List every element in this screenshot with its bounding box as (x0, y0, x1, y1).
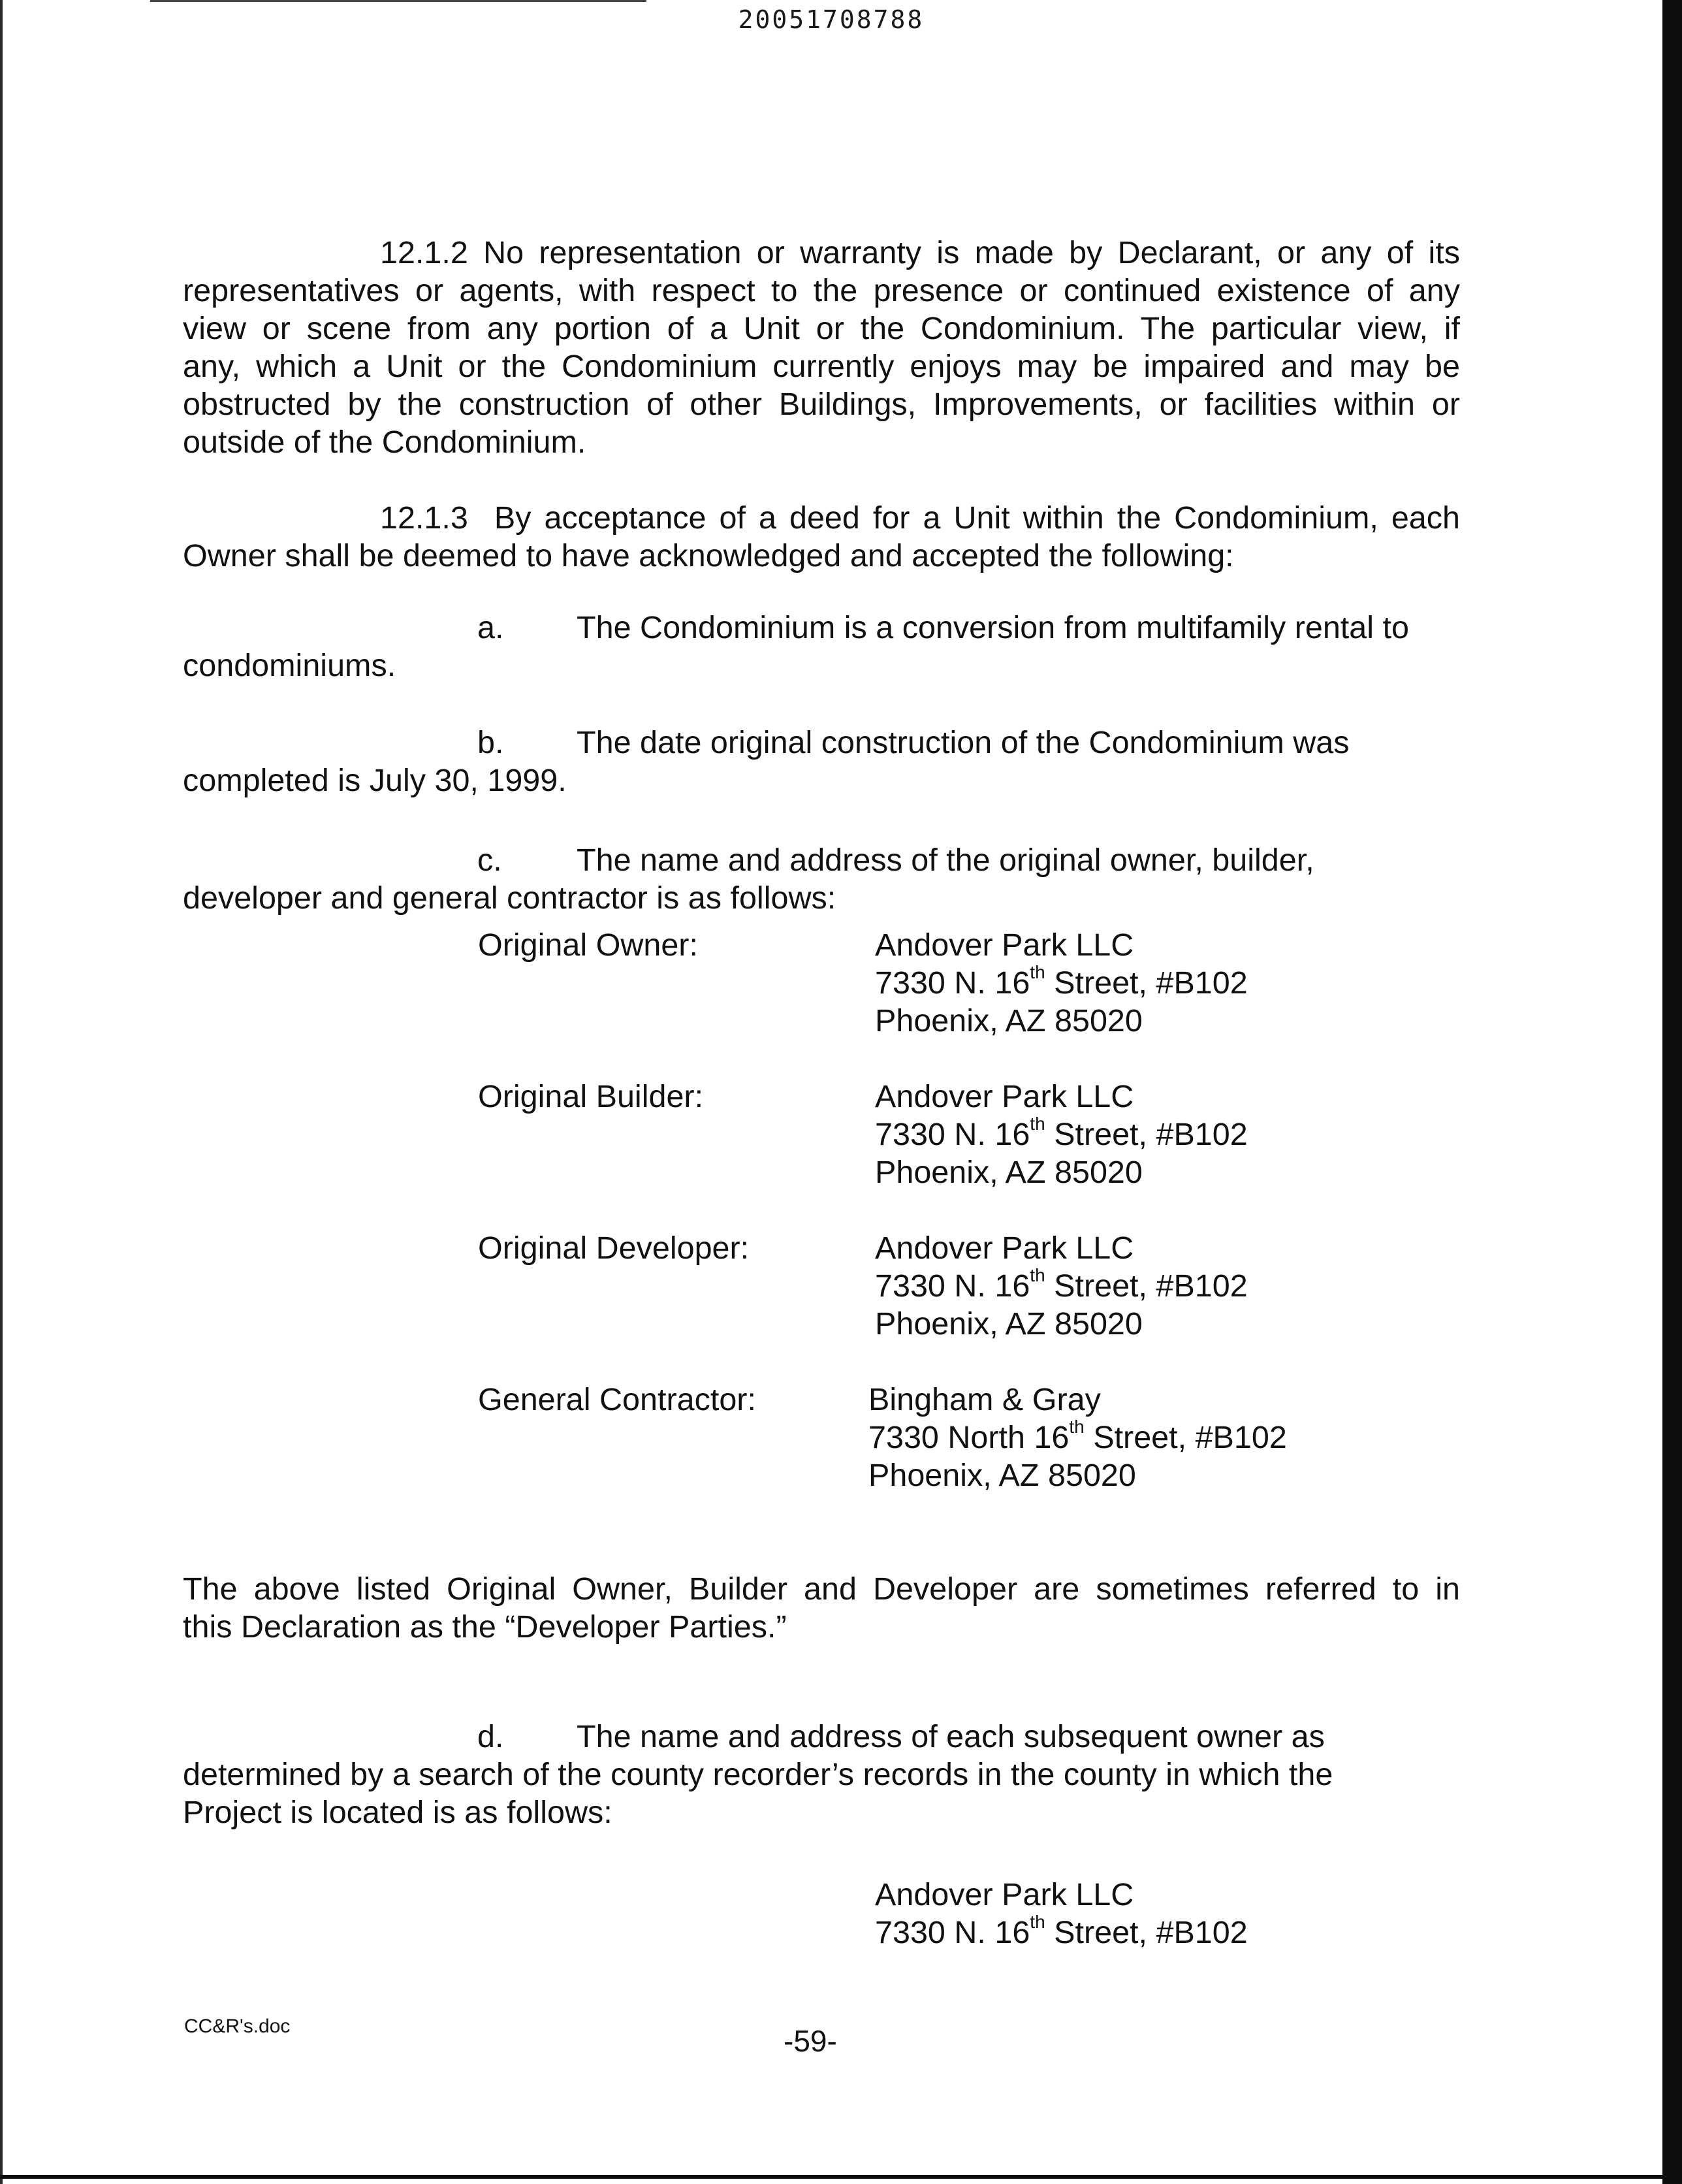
section-12-1-2 (183, 234, 1460, 461)
party-street: 7330 N. 16th Street, #B102 (875, 1113, 1248, 1152)
item-d-letter: d. (477, 1719, 504, 1754)
section-12-1-2-line: obstructed by the construction of other Buildings, Improvements, or facilities within or (183, 387, 1460, 422)
party-street: 7330 N. 16th Street, #B102 (875, 1911, 1248, 1950)
party-city: Phoenix, AZ 85020 (868, 1458, 1136, 1493)
note-line: The above listed Original Owner, Builder and Developer are sometimes referred to in (183, 1571, 1460, 1607)
section-12-1-2-line: representatives or agents, with respect to the presence or continued existence of any (183, 273, 1460, 308)
item-d-continuation: determined by a search of the county recorder’s records in the county in which the Project is located is as follows: (183, 1757, 1333, 1830)
page-number: -59- (784, 2024, 837, 2058)
party-name: Andover Park LLC (875, 927, 1134, 963)
item-a-letter: a. (477, 610, 504, 645)
section-12-1-2-line: 12.1.2 No representation or warranty is made by Declarant, or any of its (380, 235, 1460, 270)
party-name: Andover Park LLC (875, 1079, 1134, 1114)
footer-filename: CC&R's.doc (184, 2015, 291, 2037)
party-street: 7330 North 16th Street, #B102 (868, 1416, 1287, 1455)
party-address (875, 1229, 1248, 1343)
section-12-1-3-line: Owner shall be deemed to have acknowledged and accepted the following: (183, 538, 1234, 573)
section-12-1-3-line: 12.1.3 By acceptance of a deed for a Unit within the Condominium, each (380, 500, 1460, 536)
scan-edge-top (150, 0, 646, 2)
item-a-continuation: condominiums. (183, 648, 396, 683)
item-c-continuation: developer and general contractor is as follows: (183, 880, 836, 916)
section-12-1-2-number: 12.1.2 (380, 235, 468, 270)
item-c-letter: c. (477, 843, 502, 878)
party-role: General Contractor: (478, 1382, 756, 1417)
item-b-letter: b. (477, 725, 504, 760)
item-d-text: The name and address of each subsequent owner as (577, 1719, 1325, 1754)
scan-edge-bottom (0, 2175, 1682, 2179)
section-12-1-2-line: any, which a Unit or the Condominium currently enjoys may be impaired and may be (183, 349, 1460, 384)
scan-edge-right (1662, 0, 1682, 2184)
party-role: Original Builder: (478, 1079, 704, 1114)
note-line: this Declaration as the “Developer Parties.” (183, 1609, 787, 1645)
item-b-continuation: completed is July 30, 1999. (183, 763, 567, 798)
item-c-text: The name and address of the original owner, builder, (577, 843, 1314, 878)
party-role: Original Developer: (478, 1230, 750, 1266)
section-12-1-3 (183, 499, 1460, 575)
party-address (875, 1078, 1248, 1191)
item-b-text: The date original construction of the Condominium was (577, 725, 1350, 760)
section-12-1-3-number: 12.1.3 (380, 500, 468, 536)
section-12-1-2-line: view or scene from any portion of a Unit or the Condominium. The particular view, if (183, 311, 1460, 346)
recording-number: 20051708788 (738, 5, 925, 34)
developer-parties-note (183, 1570, 1460, 1646)
party-name: Andover Park LLC (875, 1230, 1134, 1266)
party-city: Phoenix, AZ 85020 (875, 1003, 1143, 1038)
party-street: 7330 N. 16th Street, #B102 (875, 961, 1248, 1001)
scan-edge-left (0, 0, 3, 2184)
party-role: Original Owner: (478, 927, 698, 963)
party-city: Phoenix, AZ 85020 (875, 1306, 1143, 1341)
party-address (868, 1381, 1287, 1494)
party-name: Andover Park LLC (875, 1877, 1134, 1912)
party-city: Phoenix, AZ 85020 (875, 1155, 1143, 1190)
party-name: Bingham & Gray (868, 1382, 1101, 1417)
party-address (875, 926, 1248, 1040)
party-street: 7330 N. 16th Street, #B102 (875, 1264, 1248, 1304)
item-a-text: The Condominium is a conversion from multifamily rental to (577, 610, 1409, 645)
subsequent-owner-address (875, 1876, 1248, 1951)
section-12-1-2-line: outside of the Condominium. (183, 425, 586, 460)
